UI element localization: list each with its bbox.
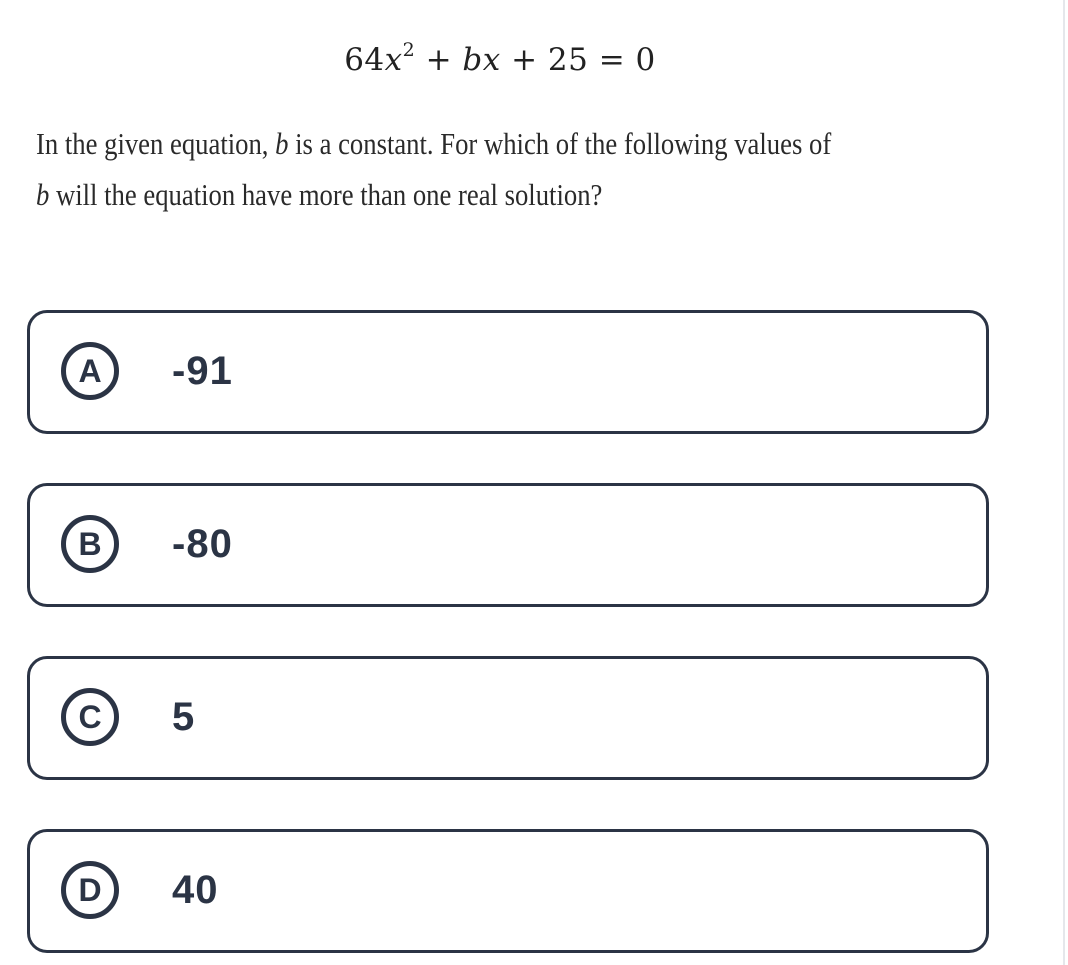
equation-variable-x: x xyxy=(384,42,403,78)
question-line-2-variable: b xyxy=(36,177,50,212)
question-line-1-end: is a constant. For which of the following values of xyxy=(288,126,832,161)
question-line-1 xyxy=(36,118,862,169)
option-letter-d: D xyxy=(61,861,119,919)
question-line-2 xyxy=(36,169,862,220)
answer-option-c[interactable] xyxy=(27,656,989,780)
answer-option-b[interactable] xyxy=(27,483,989,607)
option-letter-b: B xyxy=(61,515,119,573)
answer-option-a[interactable] xyxy=(27,310,989,434)
option-value-c: 5 xyxy=(172,695,196,739)
option-value-b: -80 xyxy=(172,522,233,566)
question-line-1-start: In the given equation, xyxy=(36,126,276,161)
question-line-1-variable: b xyxy=(275,126,289,161)
equation-rest: + 25 = 0 xyxy=(500,42,656,78)
equation-coefficient: 64 xyxy=(344,42,385,78)
question-text xyxy=(36,118,862,220)
equation xyxy=(0,39,1000,78)
option-value-d: 40 xyxy=(172,868,219,912)
answer-option-d[interactable] xyxy=(27,829,989,953)
page-edge-divider xyxy=(1063,0,1065,965)
equation-variable-x-linear: x xyxy=(482,42,501,78)
equation-variable-b: b xyxy=(462,42,483,78)
option-letter-a: A xyxy=(61,342,119,400)
equation-exponent: 2 xyxy=(402,39,416,61)
equation-plus: + xyxy=(415,42,463,78)
option-value-a: -91 xyxy=(172,349,233,393)
question-line-2-end: will the equation have more than one real solution? xyxy=(49,177,603,212)
option-letter-c: C xyxy=(61,688,119,746)
